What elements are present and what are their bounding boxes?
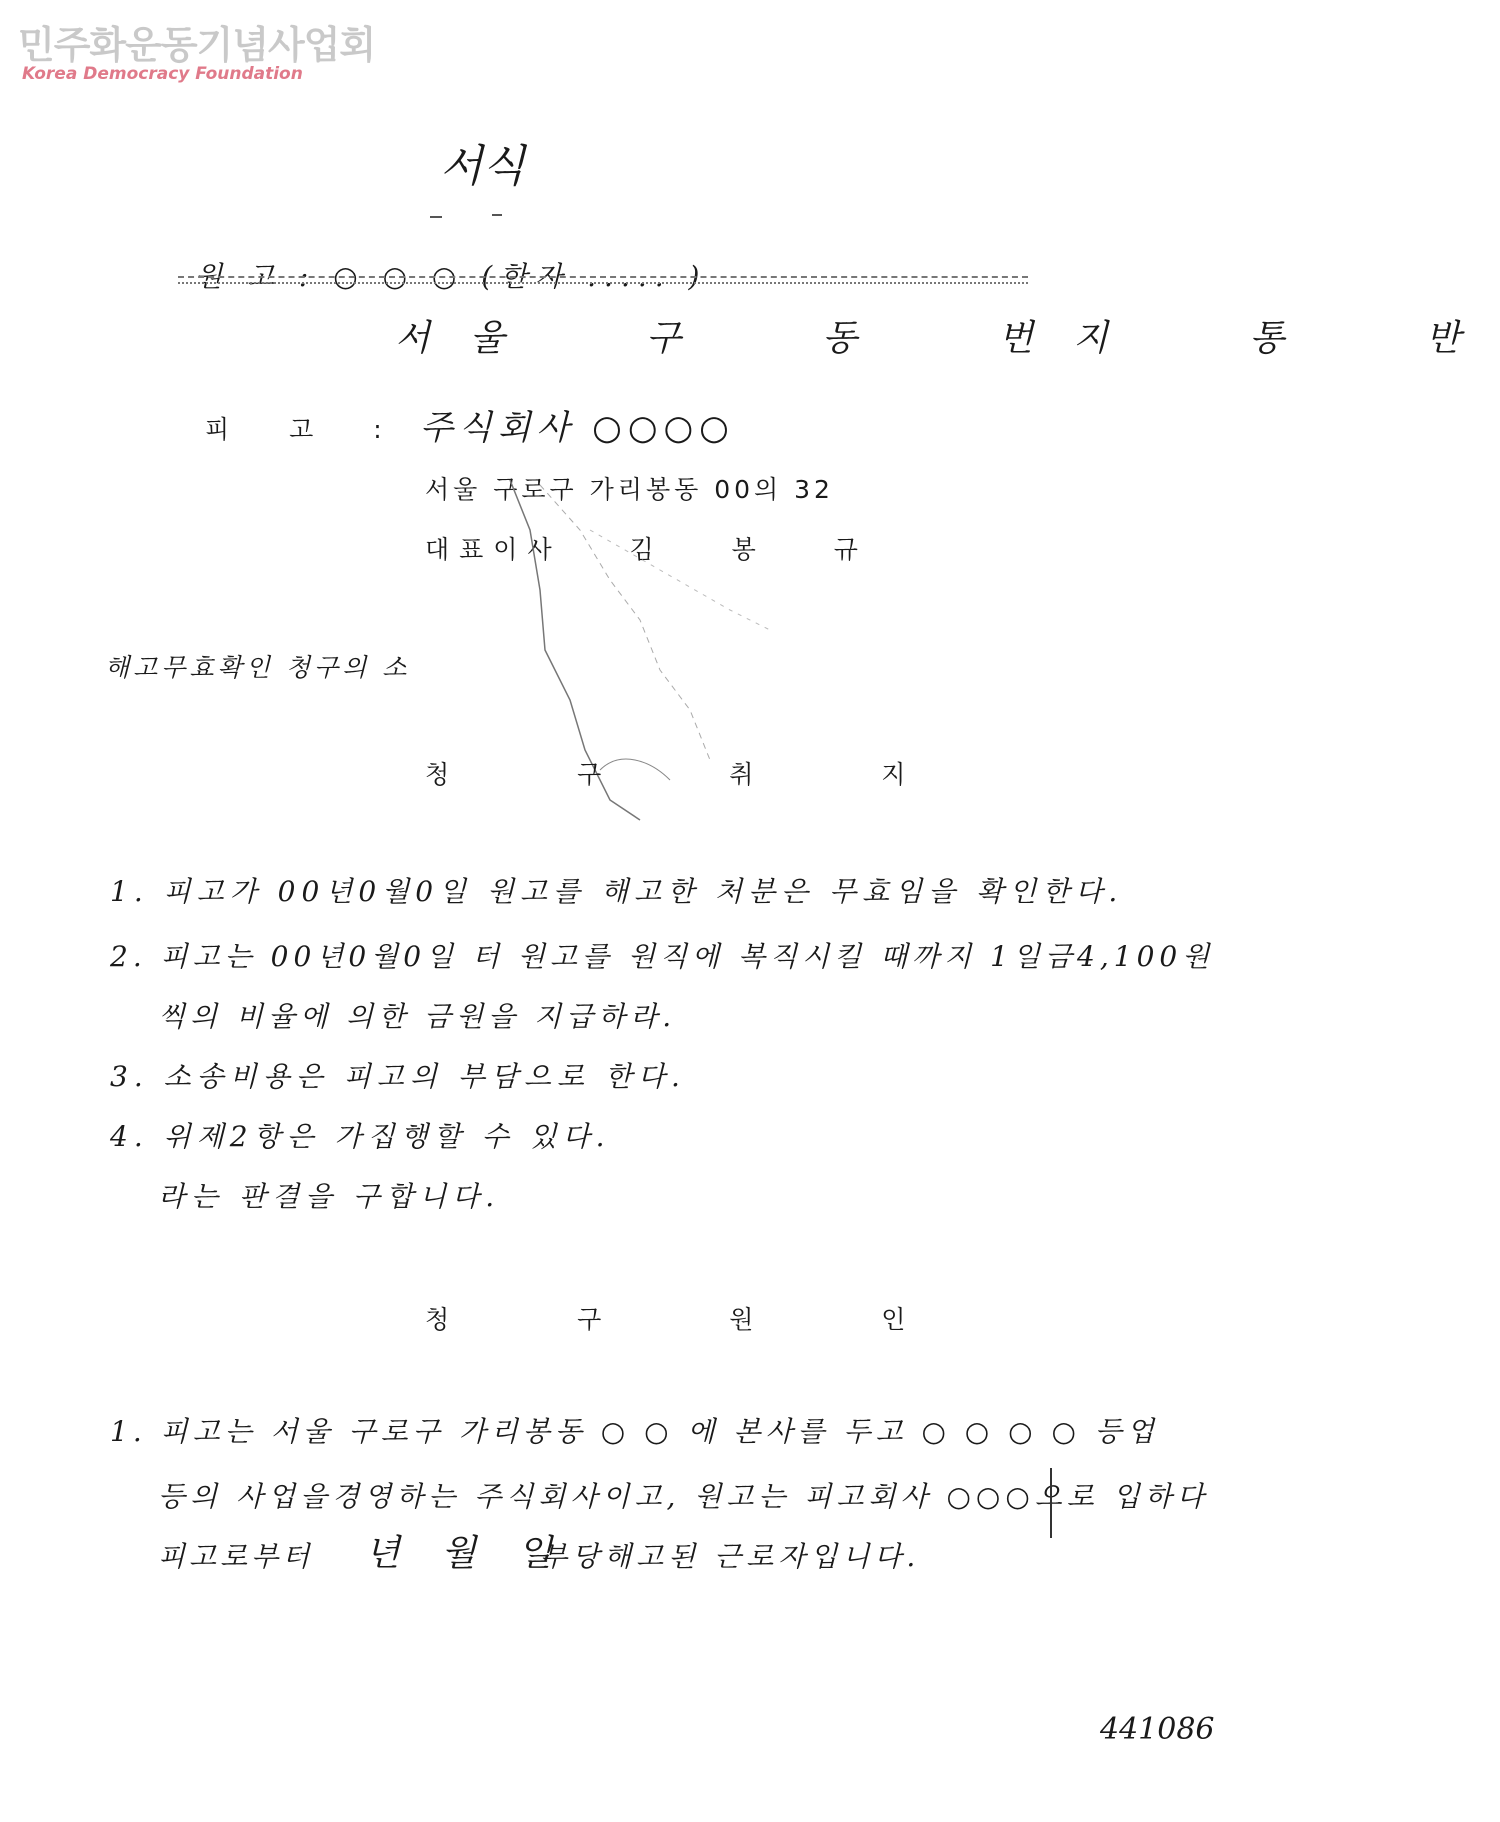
- heading-tick-mark: [430, 216, 442, 218]
- correction-mark: [1050, 1468, 1052, 1538]
- claim-heading: 청 구 취 지: [425, 760, 966, 789]
- claim-item-2: 2. 피고는 00년0월0일 터 원고를 원직에 복직시킬 때까지 1일금4,100원: [110, 940, 1215, 973]
- handwritten-date-blank: 년 월 일: [365, 1533, 553, 1574]
- reason-item-1-line-3: 피고로부터: [158, 1540, 314, 1573]
- plaintiff-line: 원 고 : ○ ○ ○ (한자 ..... ): [195, 260, 708, 293]
- defendant-representative: 대표이사 김 봉 규: [425, 535, 868, 564]
- claim-closing: 라는 판결을 구합니다.: [158, 1180, 501, 1213]
- plaintiff-address: 서울 구 동 번지 통 반: [395, 318, 1500, 359]
- reason-item-1-line-3-end: 부당해고된 근로자입니다.: [540, 1540, 921, 1573]
- strikethrough-line: [178, 276, 1028, 278]
- reason-item-1-line-2: 등의 사업을경영하는 주식회사이고, 원고는 피고회사 ○○○으로 입하다: [158, 1480, 1209, 1513]
- case-title: 해고무효확인 청구의 소: [105, 653, 411, 682]
- form-heading: 서식: [440, 141, 526, 192]
- reason-heading: 청 구 원 인: [425, 1305, 966, 1334]
- claim-item-2-continued: 씩의 비율에 의한 금원을 지급하라.: [158, 1000, 677, 1033]
- watermark-english: Korea Democracy Foundation: [22, 64, 303, 84]
- claim-item-4: 4. 위제2항은 가집행할 수 있다.: [110, 1120, 611, 1153]
- defendant-name: 주식회사 ○○○○: [420, 408, 735, 448]
- watermark-korean: 민주화운동기념사업회: [18, 23, 376, 67]
- defendant-label: 피 고 :: [205, 415, 408, 444]
- reason-item-1: 1. 피고는 서울 구로구 가리봉동 ○ ○ 에 본사를 두고 ○ ○ ○ ○ 등업: [110, 1415, 1159, 1448]
- defendant-address: 서울 구로구 가리봉동 00의 32: [425, 475, 834, 504]
- page-number: 441086: [1100, 1712, 1215, 1747]
- strikethrough-line: [178, 282, 1028, 284]
- claim-item-1: 1. 피고가 00년0월0일 원고를 해고한 처분은 무효임을 확인한다.: [110, 875, 1124, 908]
- heading-tick-mark: [492, 214, 502, 216]
- claim-item-3: 3. 소송비용은 피고의 부담으로 한다.: [110, 1060, 686, 1093]
